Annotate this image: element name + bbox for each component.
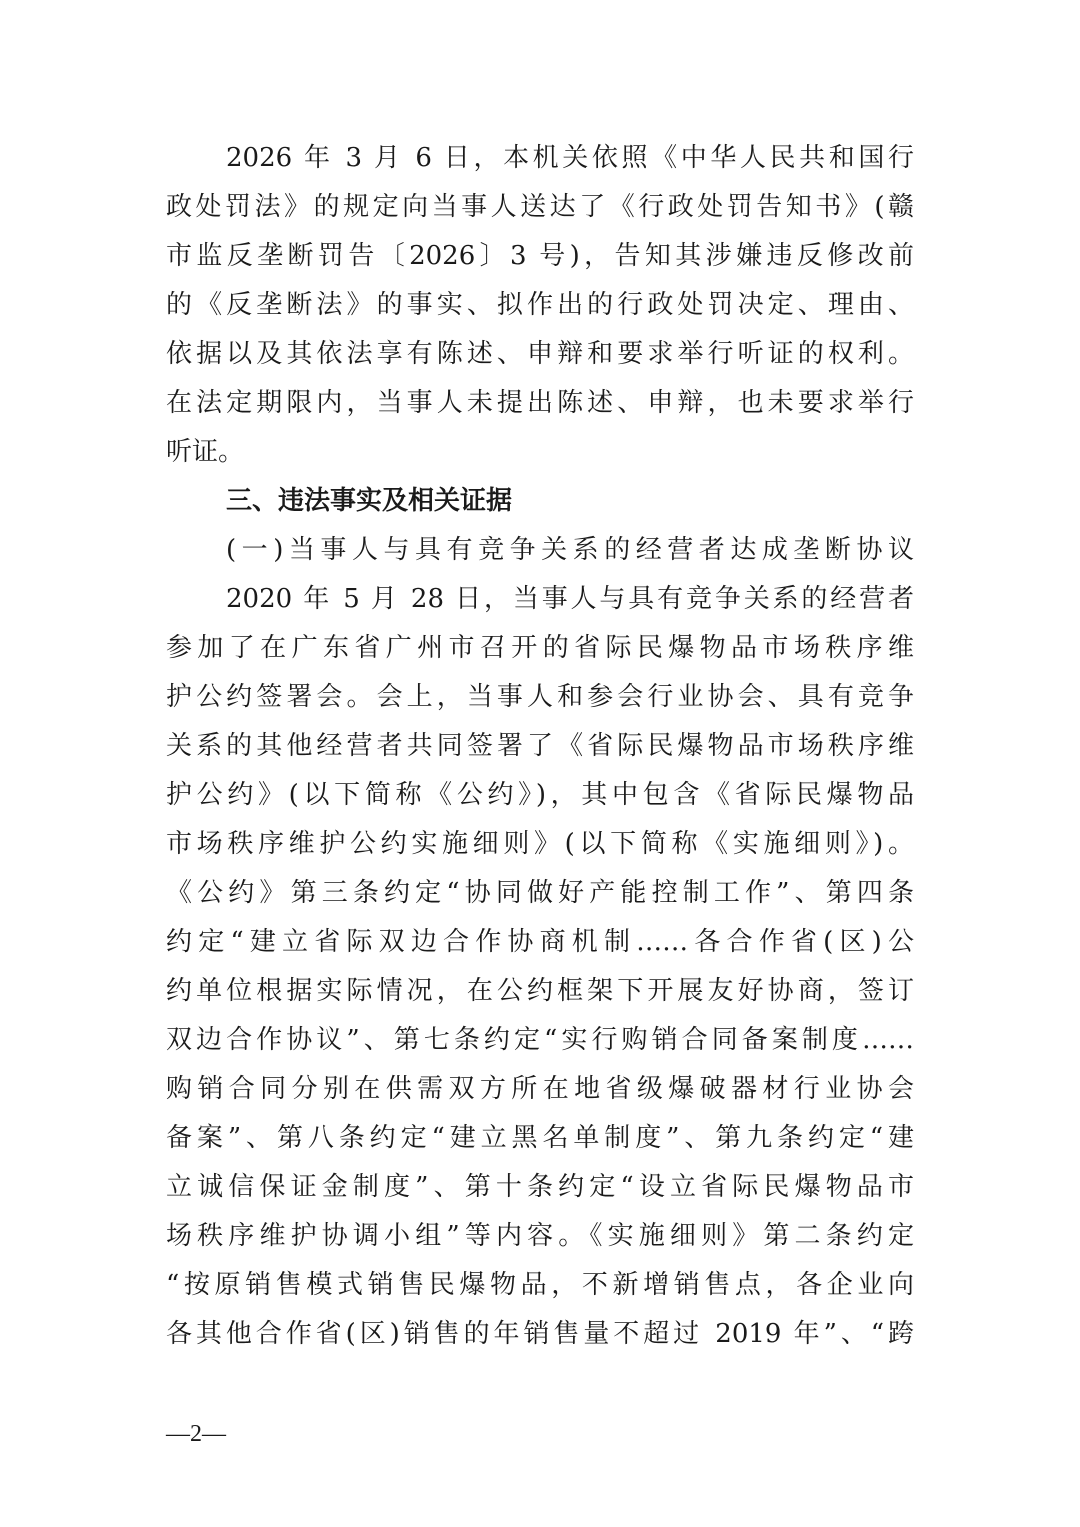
paragraph-line: 护公约》(以下简称《公约》)，其中包含《省际民爆物品 (166, 780, 914, 810)
paragraph-line: 市场秩序维护公约实施细则》(以下简称《实施细则》)。 (166, 829, 914, 859)
paragraph-line: 2020 年 5 月 28 日，当事人与具有竞争关系的经营者 (226, 584, 914, 614)
paragraph-line: 在法定期限内，当事人未提出陈述、申辩，也未要求举行 (166, 388, 914, 418)
paragraph-line: 双边合作协议”、第七条约定“实行购销合同备案制度…… (166, 1025, 914, 1055)
paragraph-line: 政处罚法》的规定向当事人送达了《行政处罚告知书》(赣 (166, 192, 914, 222)
paragraph-line: 护公约签署会。会上，当事人和参会行业协会、具有竞争 (166, 682, 914, 712)
page-number: —2— (166, 1421, 226, 1447)
paragraph-line: 约定“建立省际双边合作协商机制……各合作省(区)公 (166, 927, 914, 957)
paragraph-line: 各其他合作省(区)销售的年销售量不超过 2019 年”、“跨 (166, 1319, 914, 1349)
paragraph-line: 购销合同分别在供需双方所在地省级爆破器材行业协会 (166, 1074, 914, 1104)
paragraph-line: 2026 年 3 月 6 日，本机关依照《中华人民共和国行 (226, 143, 914, 173)
paragraph-line: 立诚信保证金制度”、第十条约定“设立省际民爆物品市 (166, 1172, 914, 1202)
paragraph-line: 《公约》第三条约定“协同做好产能控制工作”、第四条 (166, 878, 914, 908)
paragraph-line: 关系的其他经营者共同签署了《省际民爆物品市场秩序维 (166, 731, 914, 761)
paragraph-line: 市监反垄断罚告〔2026〕3 号)，告知其涉嫌违反修改前 (166, 241, 914, 271)
paragraph-line: “按原销售模式销售民爆物品，不新增销售点，各企业向 (166, 1270, 914, 1300)
paragraph-line: 依据以及其依法享有陈述、申辩和要求举行听证的权利。 (166, 339, 914, 369)
paragraph-line: 的《反垄断法》的事实、拟作出的行政处罚决定、理由、 (166, 290, 914, 320)
paragraph-line: 听证。 (166, 437, 245, 467)
paragraph-line: 约单位根据实际情况，在公约框架下开展友好协商，签订 (166, 976, 914, 1006)
section-heading: 三、违法事实及相关证据 (226, 486, 513, 516)
paragraph-line: 场秩序维护协调小组”等内容。《实施细则》第二条约定 (166, 1221, 914, 1251)
paragraph-line: 参加了在广东省广州市召开的省际民爆物品市场秩序维 (166, 633, 914, 663)
subsection-heading: (一)当事人与具有竞争关系的经营者达成垄断协议 (226, 535, 914, 565)
paragraph-line: 备案”、第八条约定“建立黑名单制度”、第九条约定“建 (166, 1123, 914, 1153)
